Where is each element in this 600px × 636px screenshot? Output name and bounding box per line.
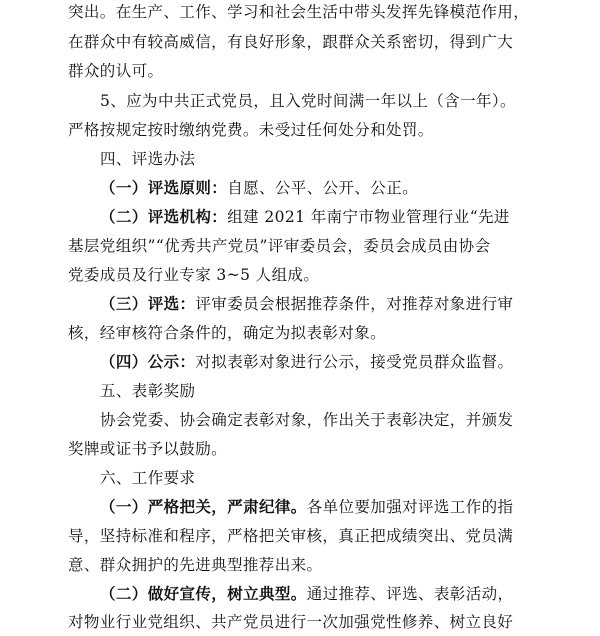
section-6-item-1 (100, 492, 540, 522)
item-text: 评审委员会根据推荐条件，对推荐对象进行审 (195, 295, 514, 313)
section-4-item-1 (100, 173, 540, 203)
paragraph-line: 核，经审核符合条件的，确定为拟表彰对象。 (68, 324, 387, 342)
section-4-item-4 (100, 347, 540, 377)
section-4-item-3 (100, 289, 540, 319)
paragraph-line: 突出。在生产、工作、学习和社会生活中带头发挥先锋模范作用， (68, 3, 530, 21)
item-text: 各单位要加强对评选工作的指 (306, 498, 514, 516)
paragraph-line: 在群众中有较高威信，有良好形象，跟群众关系密切，得到广大 (68, 33, 514, 51)
paragraph-line: 意、群众拥护的先进典型推荐出来。 (68, 556, 323, 574)
section-6-item-2 (100, 579, 540, 609)
item-label: （一）严格把关，严肃纪律。 (100, 498, 307, 516)
paragraph-line: 协会党委、协会确定表彰对象，作出关于表彰决定，并颁发 (100, 411, 514, 429)
item-text: 自愿、公平、公开、公正。 (227, 179, 419, 197)
paragraph-line: 对物业行业党组织、共产党员进行一次加强党性修养、树立良好 (68, 613, 514, 631)
paragraph-line: 基层党组织”“优秀共产党员”评审委员会，委员会成员由协会 (68, 237, 491, 255)
section-5-heading: 五、表彰奖励 (100, 382, 196, 400)
paragraph-line: 奖牌或证书予以鼓励。 (68, 440, 228, 458)
paragraph-line: 党委成员及行业专家 3~5 人组成。 (68, 266, 320, 284)
item-label: （二）评选机构： (100, 208, 228, 226)
item-text: 通过推荐、评选、表彰活动， (306, 585, 514, 603)
section-4-item-2 (100, 202, 540, 232)
section-4-heading: 四、评选办法 (100, 150, 196, 168)
section-6-heading: 六、工作要求 (100, 469, 196, 487)
item-label: （二）做好宣传，树立典型。 (100, 585, 307, 603)
item-label: （三）评选： (100, 295, 196, 313)
paragraph-line: 5、应为中共正式党员，且入党时间满一年以上（含一年）。 (100, 92, 516, 110)
item-label: （四）公示： (100, 353, 196, 371)
item-label: （一）评选原则： (100, 179, 228, 197)
paragraph-line: 导，坚持标准和程序，严格把关审核，真正把成绩突出、党员满 (68, 527, 514, 545)
paragraph-line: 群众的认可。 (68, 62, 164, 80)
item-text: 对拟表彰对象进行公示，接受党员群众监督。 (195, 353, 514, 371)
paragraph-line: 严格按规定按时缴纳党费。未受过任何处分和处罚。 (68, 121, 434, 139)
item-text: 组建 2021 年南宁市物业管理行业“先进 (227, 208, 510, 226)
